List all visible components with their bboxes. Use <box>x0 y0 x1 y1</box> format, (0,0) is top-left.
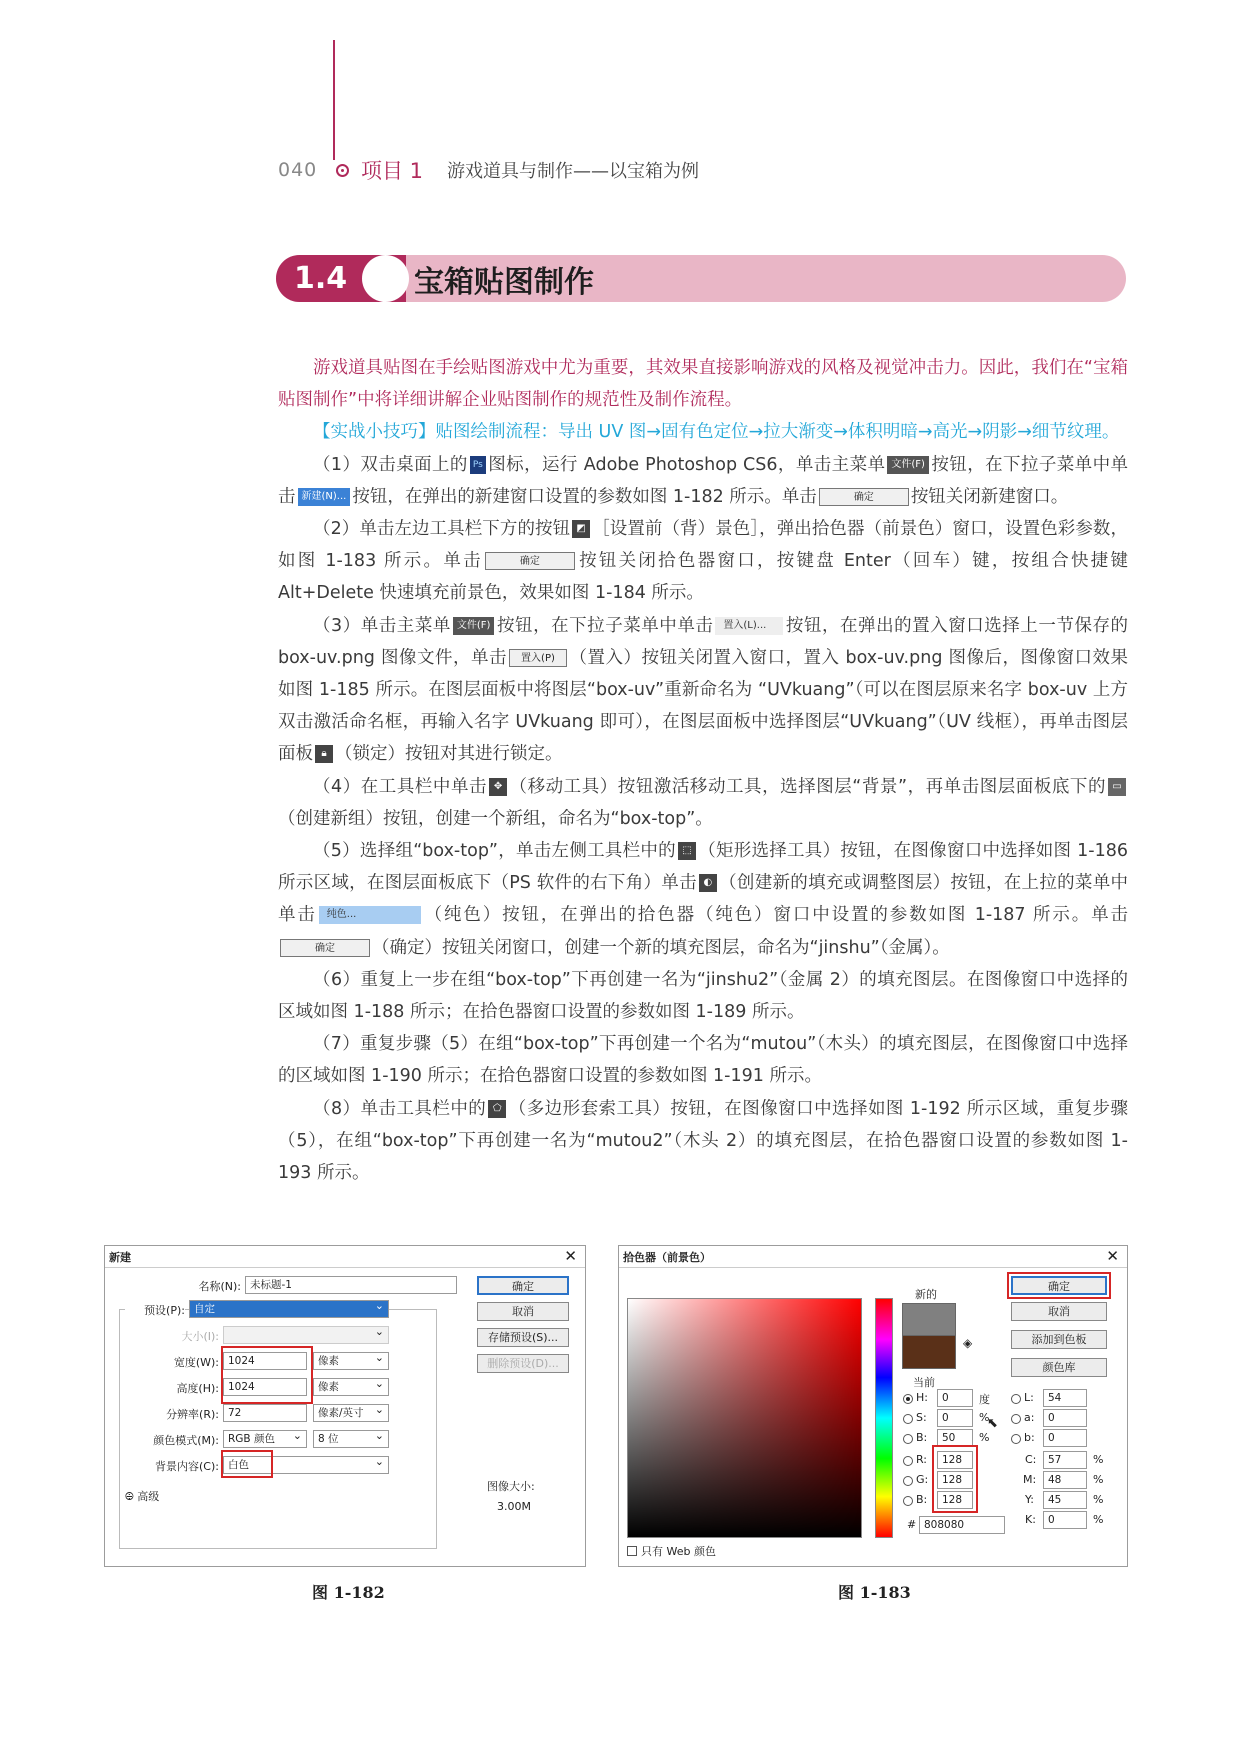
g-input[interactable]: 128 <box>937 1471 973 1489</box>
step-text: ［设置前（背）景色］，弹出拾色器（前景色）窗口，设置色彩参数，如图 1-183 所示。单击 <box>278 519 1128 572</box>
highlight-ok <box>1007 1272 1111 1299</box>
r-label: R: <box>916 1453 928 1466</box>
s-input[interactable]: 0 <box>937 1409 973 1427</box>
y-label: Y: <box>1025 1493 1034 1506</box>
height-input[interactable]: 1024 <box>223 1378 307 1396</box>
b-radio[interactable] <box>903 1434 913 1444</box>
step-text: 按钮，在弹出的新建窗口设置的参数如图 1-182 所示。单击 <box>352 486 817 507</box>
step-text: （创建新的填充或调整图层）按钮，在上拉的菜单中单击 <box>278 873 1128 926</box>
rectangle-marquee-icon: ⬚ <box>678 842 696 860</box>
foreground-background-color-icon: ◩ <box>572 520 590 538</box>
step-2 <box>278 513 1128 610</box>
blue-input[interactable]: 128 <box>937 1491 973 1509</box>
size-select[interactable] <box>223 1326 389 1344</box>
dialog-title: 拾色器（前景色） <box>623 1250 711 1264</box>
figure-caption-183: 图 1-183 <box>838 1583 911 1602</box>
step-text: 按钮，在下拉子菜单中单击 <box>278 454 1129 507</box>
y-unit: % <box>1093 1493 1104 1506</box>
cancel-button[interactable]: 取消 <box>1011 1302 1107 1321</box>
step-text: （移动工具）按钮激活移动工具，选择图层“背景”，再单击图层面板底下的 <box>509 776 1106 797</box>
hex-label: # <box>907 1518 917 1531</box>
step-8 <box>278 1093 1128 1190</box>
close-icon[interactable]: ✕ <box>1106 1247 1119 1265</box>
width-input[interactable]: 1024 <box>223 1352 307 1370</box>
header-vertical-line <box>333 40 335 160</box>
move-tool-icon: ✥ <box>489 778 507 796</box>
ok-button-inline: 确定 <box>819 488 909 506</box>
section-title: 宝箱贴图制作 <box>414 264 594 300</box>
resolution-input[interactable]: 72 <box>223 1404 307 1422</box>
polygonal-lasso-icon: ⬠ <box>488 1100 506 1118</box>
k-unit: % <box>1093 1513 1104 1526</box>
b-label: B: <box>916 1431 928 1444</box>
step-7: （7）重复步骤（5）在组“box-top”下再创建一个名为“mutou”（木头）的填充图层，在图像窗口中选择的区域如图 1-190 所示；在拾色器窗口设置的参数如图 1-191 所示。 <box>278 1034 1128 1087</box>
preset-select[interactable]: 自定 ⌄ <box>189 1300 389 1318</box>
step-text: （置入）按钮关闭置入窗口，置入 box-uv.png 图像后，图像窗口效果如图 1-185 所示。在图层面板中将图层“box-uv”重新命名为 “UVkuang”（可以在图层原来名字 box-uv 上方双击激活命名框，再输入名字 UVkuang 即可），在图层面板中选择图层“UVkuang”（UV 线框），再单击图层面板 <box>278 647 1128 765</box>
place-button-inline: 置入(P) <box>509 649 567 667</box>
web-only-label: 只有 Web 颜色 <box>641 1545 716 1558</box>
running-header <box>278 155 699 185</box>
body-text <box>278 352 1128 1189</box>
photoshop-icon: Ps <box>470 456 486 474</box>
dialog-title: 新建 <box>109 1250 131 1264</box>
g-radio[interactable] <box>903 1476 913 1486</box>
step-text: （锁定）按钮对其进行锁定。 <box>335 744 563 765</box>
step-text: （创建新组）按钮，创建一个新组，命名为“box-top”。 <box>278 808 713 829</box>
preset-label: 预设(P): <box>125 1302 185 1318</box>
add-to-swatches-button[interactable]: 添加到色板 <box>1011 1330 1107 1349</box>
delete-preset-button[interactable]: 删除预设(D)... <box>477 1354 569 1373</box>
size-label: 大小(I): <box>181 1330 219 1343</box>
advanced-label: 高级 <box>137 1490 160 1503</box>
step-text: （8）单击工具栏中的 <box>313 1098 487 1119</box>
step-text: （确定）按钮关闭窗口，创建一个新的填充图层，命名为“jinshu”（金属）。 <box>372 937 950 958</box>
adjustment-layer-icon: ◐ <box>699 874 717 892</box>
h-unit: 度 <box>979 1393 990 1406</box>
step-5 <box>278 835 1128 964</box>
current-color-swatch[interactable] <box>902 1336 956 1369</box>
resolution-unit-select[interactable]: 像素/英寸 ⌄ <box>313 1404 389 1422</box>
figure-caption-182: 图 1-182 <box>312 1583 385 1602</box>
step-text: （2）单击左边工具栏下方的按钮 <box>313 519 571 540</box>
y-input[interactable]: 45 <box>1043 1491 1087 1509</box>
ok-button[interactable]: 确定 <box>1011 1276 1107 1295</box>
settings-group <box>119 1309 437 1549</box>
place-menu-inline: 置入(L)... <box>715 617 783 635</box>
m-label: M: <box>1023 1473 1037 1486</box>
color-field[interactable] <box>627 1298 862 1538</box>
step-text: （3）单击主菜单 <box>313 615 451 636</box>
k-input[interactable]: 0 <box>1043 1511 1087 1529</box>
dialog-title-bar <box>619 1246 1127 1268</box>
l-input[interactable]: 54 <box>1043 1389 1087 1407</box>
step-text: 图标，运行 Adobe Photoshop CS6，单击主菜单 <box>487 454 886 475</box>
bit-depth-select[interactable]: 8 位 ⌄ <box>313 1430 389 1448</box>
background-label: 背景内容(C): <box>155 1460 219 1473</box>
name-input[interactable]: 未标题-1 <box>245 1276 457 1294</box>
a-radio[interactable] <box>1011 1414 1021 1424</box>
background-select[interactable]: 白色 ⌄ <box>223 1456 389 1474</box>
step-text: （纯色）按钮，在弹出的拾色器（纯色）窗口中设置的参数如图 1-187 所示。单击 <box>422 905 1128 926</box>
image-size-label: 图像大小: <box>487 1480 535 1493</box>
h-input[interactable]: 0 <box>937 1389 973 1407</box>
color-libraries-button[interactable]: 颜色库 <box>1011 1358 1107 1377</box>
a-input[interactable]: 0 <box>1043 1409 1087 1427</box>
b-input[interactable]: 50 <box>937 1429 973 1447</box>
section-number: 1.4 <box>276 255 406 302</box>
project-label: 项目 1 <box>361 159 424 183</box>
advanced-toggle[interactable] <box>125 1488 159 1504</box>
resolution-label: 分辨率(R): <box>166 1408 219 1421</box>
g-label: G: <box>916 1473 929 1486</box>
c-input[interactable]: 57 <box>1043 1451 1087 1469</box>
step-1 <box>278 449 1128 513</box>
tip-paragraph: 【实战小技巧】贴图绘制流程：导出 UV 图→固有色定位→拉大渐变→体积明暗→高光→阴影→细节纹理。 <box>313 422 1120 443</box>
highlight-rgb <box>932 1445 978 1513</box>
step-4 <box>278 771 1128 835</box>
gamut-warning-icon[interactable]: ◈ <box>963 1336 973 1350</box>
cursor-icon: ⬉ <box>987 1416 998 1431</box>
s-radio[interactable] <box>903 1414 913 1424</box>
file-menu-inline: 文件(F) <box>453 617 495 635</box>
dialog-title-bar <box>105 1246 585 1268</box>
new-document-dialog <box>104 1245 586 1567</box>
a-label: a: <box>1024 1411 1035 1424</box>
blue-radio[interactable] <box>903 1496 913 1506</box>
lock-icon: 🔒︎ <box>315 745 333 763</box>
r-radio[interactable] <box>903 1456 913 1466</box>
s-unit: % <box>979 1411 990 1424</box>
hex-input[interactable]: 808080 <box>919 1516 1005 1534</box>
chapter-title: 游戏道具与制作——以宝箱为例 <box>447 161 700 182</box>
folder-icon: ▭ <box>1108 778 1126 796</box>
blue-label: B: <box>916 1493 928 1506</box>
step-3 <box>278 610 1128 771</box>
k-label: K: <box>1025 1513 1036 1526</box>
r-input[interactable]: 128 <box>937 1451 973 1469</box>
new-menu-inline: 新建(N)... <box>298 488 351 506</box>
step-text: 按钮关闭拾色器窗口，按键盘 Enter（回车）键，按组合快捷键 Alt+Delete 快速填充前景色，效果如图 1-184 所示。 <box>278 551 1128 604</box>
new-color-swatch <box>902 1303 956 1336</box>
intro-paragraph: 游戏道具贴图在手绘贴图游戏中尤为重要，其效果直接影响游戏的风格及视觉冲击力。因此，我们在“宝箱贴图制作”中将详细讲解企业贴图制作的规范性及制作流程。 <box>278 358 1128 411</box>
step-text: （多边形套索工具）按钮，在图像窗口中选择如图 1-192 所示区域，重复步骤（5），在组“box-top”下再创建一名为“mutou2”（木头 2）的填充图层，在拾色器窗口设置的参数如图 1-193 所示。 <box>278 1098 1128 1184</box>
lab-b-label: b: <box>1024 1431 1035 1444</box>
b-unit: % <box>979 1431 990 1444</box>
h-radio[interactable] <box>903 1394 913 1404</box>
height-label: 高度(H): <box>176 1382 219 1395</box>
step-text: （1）双击桌面上的 <box>313 454 468 475</box>
web-only-checkbox[interactable] <box>627 1546 637 1556</box>
solid-color-menu-inline: 纯色... <box>319 906 421 924</box>
highlight-background <box>221 1450 273 1478</box>
width-label: 宽度(W): <box>173 1356 219 1369</box>
image-size-value: 3.00M <box>497 1500 531 1513</box>
name-label: 名称(N): <box>198 1280 241 1293</box>
c-label: C: <box>1025 1453 1037 1466</box>
header-dot-icon <box>336 164 349 177</box>
cancel-button[interactable]: 取消 <box>477 1302 569 1321</box>
highlight-size-fields <box>221 1346 313 1404</box>
l-label: L: <box>1024 1391 1034 1404</box>
file-menu-inline: 文件(F) <box>887 456 929 474</box>
color-mode-select[interactable]: RGB 颜色 ⌄ <box>223 1430 307 1448</box>
current-color-label: 当前 <box>913 1376 935 1389</box>
save-preset-button[interactable]: 存储预设(S)... <box>477 1328 569 1347</box>
step-6: （6）重复上一步在组“box-top”下再创建一名为“jinshu2”（金属 2）的填充图层。在图像窗口中选择的区域如图 1-188 所示；在拾色器窗口设置的参数如图 1-189 所示。 <box>278 969 1128 1023</box>
section-circle-decoration <box>362 255 409 302</box>
m-input[interactable]: 48 <box>1043 1471 1087 1489</box>
lab-b-input[interactable]: 0 <box>1043 1429 1087 1447</box>
color-mode-label: 颜色模式(M): <box>153 1434 219 1447</box>
hue-slider[interactable] <box>875 1298 893 1538</box>
close-icon[interactable]: ✕ <box>564 1247 577 1265</box>
lab-b-radio[interactable] <box>1011 1434 1021 1444</box>
width-unit-select[interactable]: 像素 ⌄ <box>313 1352 389 1370</box>
step-text: 按钮，在下拉子菜单中单击 <box>496 615 714 636</box>
c-unit: % <box>1093 1453 1104 1466</box>
step-text: （矩形选择工具）按钮，在图像窗口中选择如图 1-186 所示区域，在图层面板底下（PS 软件的右下角）单击 <box>278 841 1128 894</box>
l-radio[interactable] <box>1011 1394 1021 1404</box>
step-text: 按钮关闭新建窗口。 <box>910 486 1069 507</box>
color-picker-dialog <box>618 1245 1128 1567</box>
page-number: 040 <box>278 159 318 181</box>
h-label: H: <box>916 1391 928 1404</box>
step-text: （5）选择组“box-top”，单击左侧工具栏中的 <box>313 841 676 862</box>
step-text: （4）在工具栏中单击 <box>313 776 488 797</box>
height-unit-select[interactable]: 像素 ⌄ <box>313 1378 389 1396</box>
step-text: 按钮，在弹出的置入窗口选择上一节保存的 box-uv.png 图像文件，单击 <box>278 615 1129 668</box>
m-unit: % <box>1093 1473 1104 1486</box>
chevron-down-icon: ⨸ <box>125 1490 138 1503</box>
ok-button-inline: 确定 <box>280 939 370 957</box>
s-label: S: <box>916 1411 927 1424</box>
new-color-label: 新的 <box>915 1288 937 1301</box>
ok-button-inline: 确定 <box>485 552 575 570</box>
ok-button[interactable]: 确定 <box>477 1276 569 1295</box>
